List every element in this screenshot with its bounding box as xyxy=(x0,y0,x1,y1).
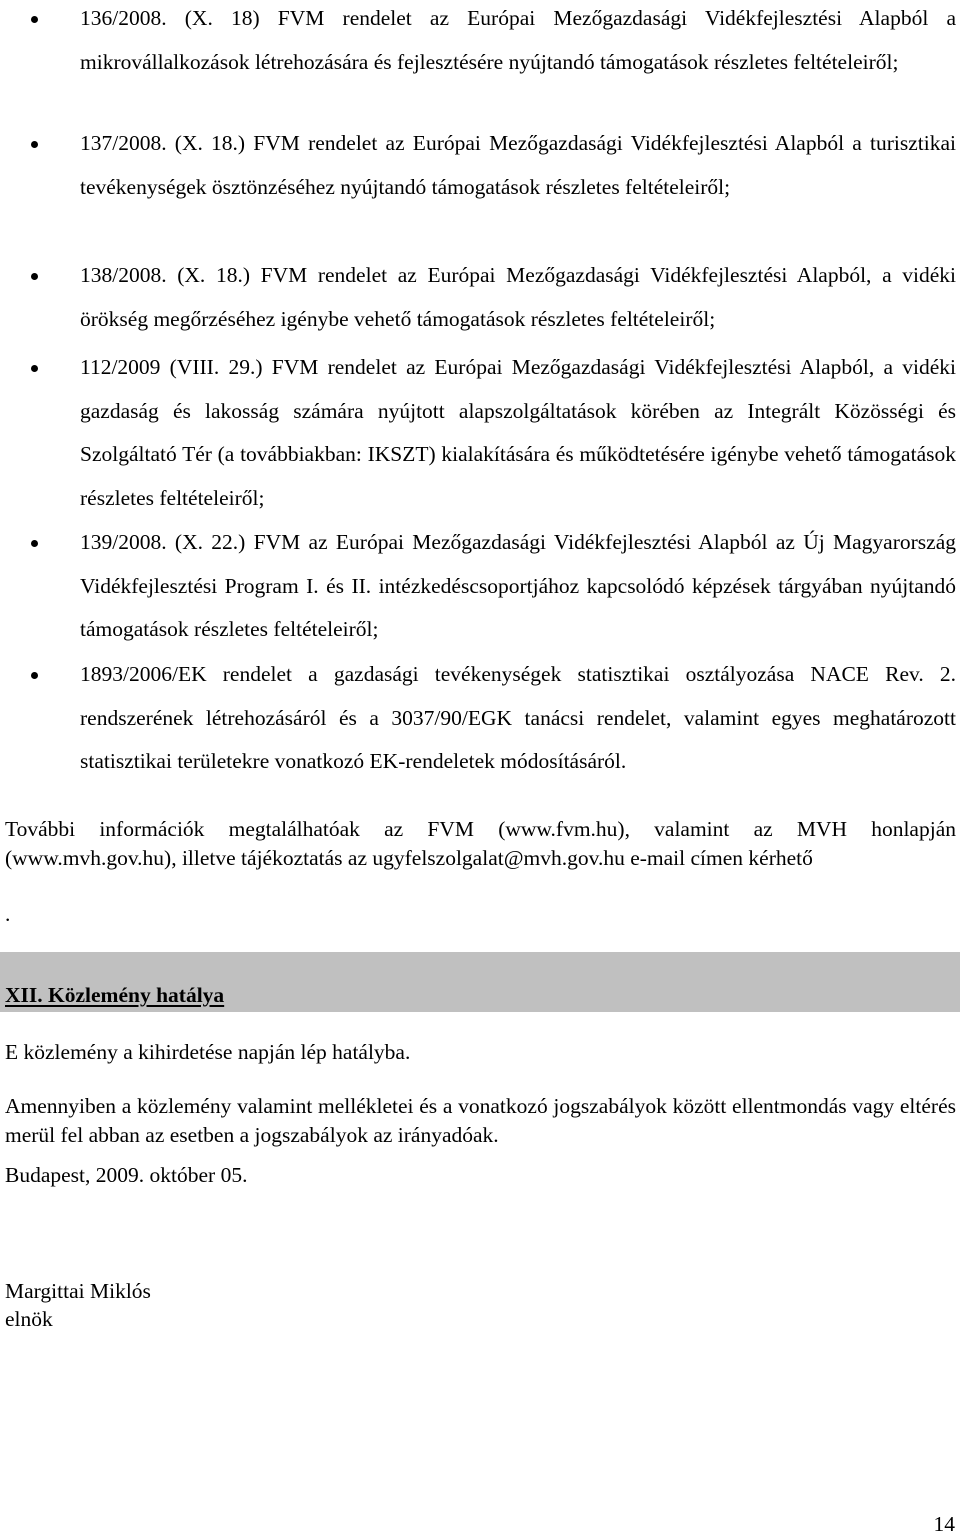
stray-period: . xyxy=(5,902,11,926)
list-item: 1893/2006/EK rendelet a gazdasági tevékenységek statisztikai osztályozása NACE Rev. 2. rendszerének létrehozásáról és a 3037/90/EGK tanácsi rendelet, valamint egyes meghatározott statisztikai területekre vonatkozó EK-rendeletek módosításáról. xyxy=(80,662,956,774)
section-title: XII. Közlemény hatálya xyxy=(5,983,225,1007)
list-item: 112/2009 (VIII. 29.) FVM rendelet az Európai Mezőgazdasági Vidékfejlesztési Alapból, a vidéki gazdaság és lakosság számára nyújtott alapszolgáltatások körében az Integrált Közösségi és Szolgáltató Tér (a továbbiakban: IKSZT) kialakítására és működtetésére igénybe vehető támogatások részletes feltételeiről; xyxy=(80,355,956,510)
list-item: 139/2008. (X. 22.) FVM az Európai Mezőgazdasági Vidékfejlesztési Alapból az Új Magyarország Vidékfejlesztési Program I. és II. intézkedéscsoportjához kapcsolódó képzések tárgyában nyújtandó támogatások részletes feltételeiről; xyxy=(80,530,956,642)
page-number: 14 xyxy=(933,1512,955,1536)
bullet-icon xyxy=(31,540,38,547)
bullet-icon xyxy=(31,672,38,679)
bullet-icon xyxy=(31,273,38,280)
effect-sentence: E közlemény a kihirdetése napján lép hatályba. xyxy=(5,1040,411,1064)
conflict-paragraph: Amennyiben a közlemény valamint mellékletei és a vonatkozó jogszabályok között ellentmondás vagy eltérés merül fel abban az esetben a jogszabályok az irányadóak. xyxy=(5,1094,956,1147)
signatory-name: Margittai Miklós xyxy=(5,1279,151,1303)
signatory-title: elnök xyxy=(5,1307,53,1331)
list-item: 138/2008. (X. 18.) FVM rendelet az Európai Mezőgazdasági Vidékfejlesztési Alapból, a vidéki örökség megőrzéséhez igénybe vehető támogatások részletes feltételeiről; xyxy=(80,263,956,331)
info-paragraph: További információk megtalálhatóak az FVM (www.fvm.hu), valamint az MVH honlapján (www.mvh.gov.hu), illetve tájékoztatás az ugyfelszolgalat@mvh.gov.hu e-mail címen kérhető xyxy=(5,817,956,870)
list-item: 137/2008. (X. 18.) FVM rendelet az Európai Mezőgazdasági Vidékfejlesztési Alapból a turisztikai tevékenységek ösztönzéséhez nyújtandó támogatások részletes feltételeiről; xyxy=(80,131,956,199)
bullet-icon xyxy=(31,16,38,23)
bullet-icon xyxy=(31,141,38,148)
place-date: Budapest, 2009. október 05. xyxy=(5,1163,248,1187)
bullet-icon xyxy=(31,365,38,372)
list-item: 136/2008. (X. 18) FVM rendelet az Európai Mezőgazdasági Vidékfejlesztési Alapból a mikrovállalkozások létrehozására és fejlesztésére nyújtandó támogatások részletes feltételeiről; xyxy=(80,6,956,74)
